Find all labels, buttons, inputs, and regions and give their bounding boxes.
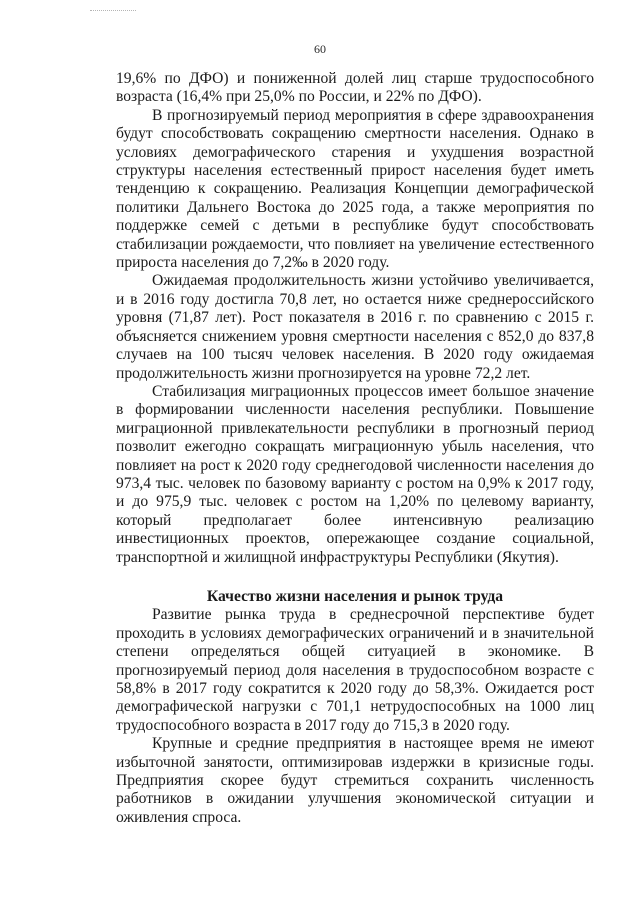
paragraph-migration: Стабилизация миграционных процессов имеет большое значение в формировании численности населения республики. Повышение миграционной привлекательности республики в прогнозный период позволит ежегодно сокращать миграционную убыль населения, что повлияет на рост к 2020 году среднегодовой численности населения до 973,4 тыс. человек по базовому варианту с ростом на 0,9% к 2017 году, и до 975,9 тыс. человек с ростом на 1,20% по целевому варианту, который предполагает более интенсивную реализацию инвестиционных проектов, опережающее создание социальной, транспортной и жилищной инфраструктуры Республики (Якутия). <box>116 382 594 566</box>
paragraph-life-expectancy: Ожидаемая продолжительность жизни устойчиво увеличивается, и в 2016 году достигла 70,8 лет, но остается ниже среднероссийского уровня (71,87 лет). Рост показателя в 2016 г. по сравнению с 2015 г. объясняется снижением уровня смертности населения с 852,0 до 837,8 случаев на 100 тысяч человек населения. В 2020 году ожидаемая продолжительность жизни прогнозируется на уровне 72,2 лет. <box>116 272 594 382</box>
document-body <box>116 70 594 827</box>
scan-artifact <box>90 10 136 13</box>
paragraph-labor-market: Развитие рынка труда в среднесрочной перспективе будет проходить в условиях демографических ограничений и в значительной степени определяться общей ситуацией в экономике. В прогнозируемый период доля населения в трудоспособном возрасте с 58,8% в 2017 году сократится к 2020 году до 58,3%. Ожидается рост демографической нагрузки с 701,1 нетрудоспособных на 1000 лиц трудоспособного возраста в 2017 году до 715,3 в 2020 году. <box>116 606 594 734</box>
page-number: 60 <box>314 42 326 56</box>
paragraph-healthcare: В прогнозируемый период мероприятия в сфере здравоохранения будут способствовать сокращению смертности населения. Однако в условиях демографического старения и ухудшения возрастной структуры населения естественный прирост населения будет иметь тенденцию к сокращению. Реализация Концепции демографической политики Дальнего Востока до 2025 года, а также мероприятия по поддержке семей с детьми в республике будут способствовать стабилизации рождаемости, что повлияет на увеличение естественного прироста населения до 7,2‰ в 2020 году. <box>116 106 594 272</box>
paragraph-continued: 19,6% по ДФО) и пониженной долей лиц старше трудоспособного возраста (16,4% при 25,0% по России, и 22% по ДФО). <box>116 70 594 106</box>
paragraph-enterprises: Крупные и средние предприятия в настоящее время не имеют избыточной занятости, оптимизировав издержки в кризисные годы. Предприятия скорее будут стремиться сохранить численность работников в ожидании улучшения экономической ситуации и оживления спроса. <box>116 735 594 826</box>
section-heading: Качество жизни населения и рынок труда <box>206 587 504 605</box>
